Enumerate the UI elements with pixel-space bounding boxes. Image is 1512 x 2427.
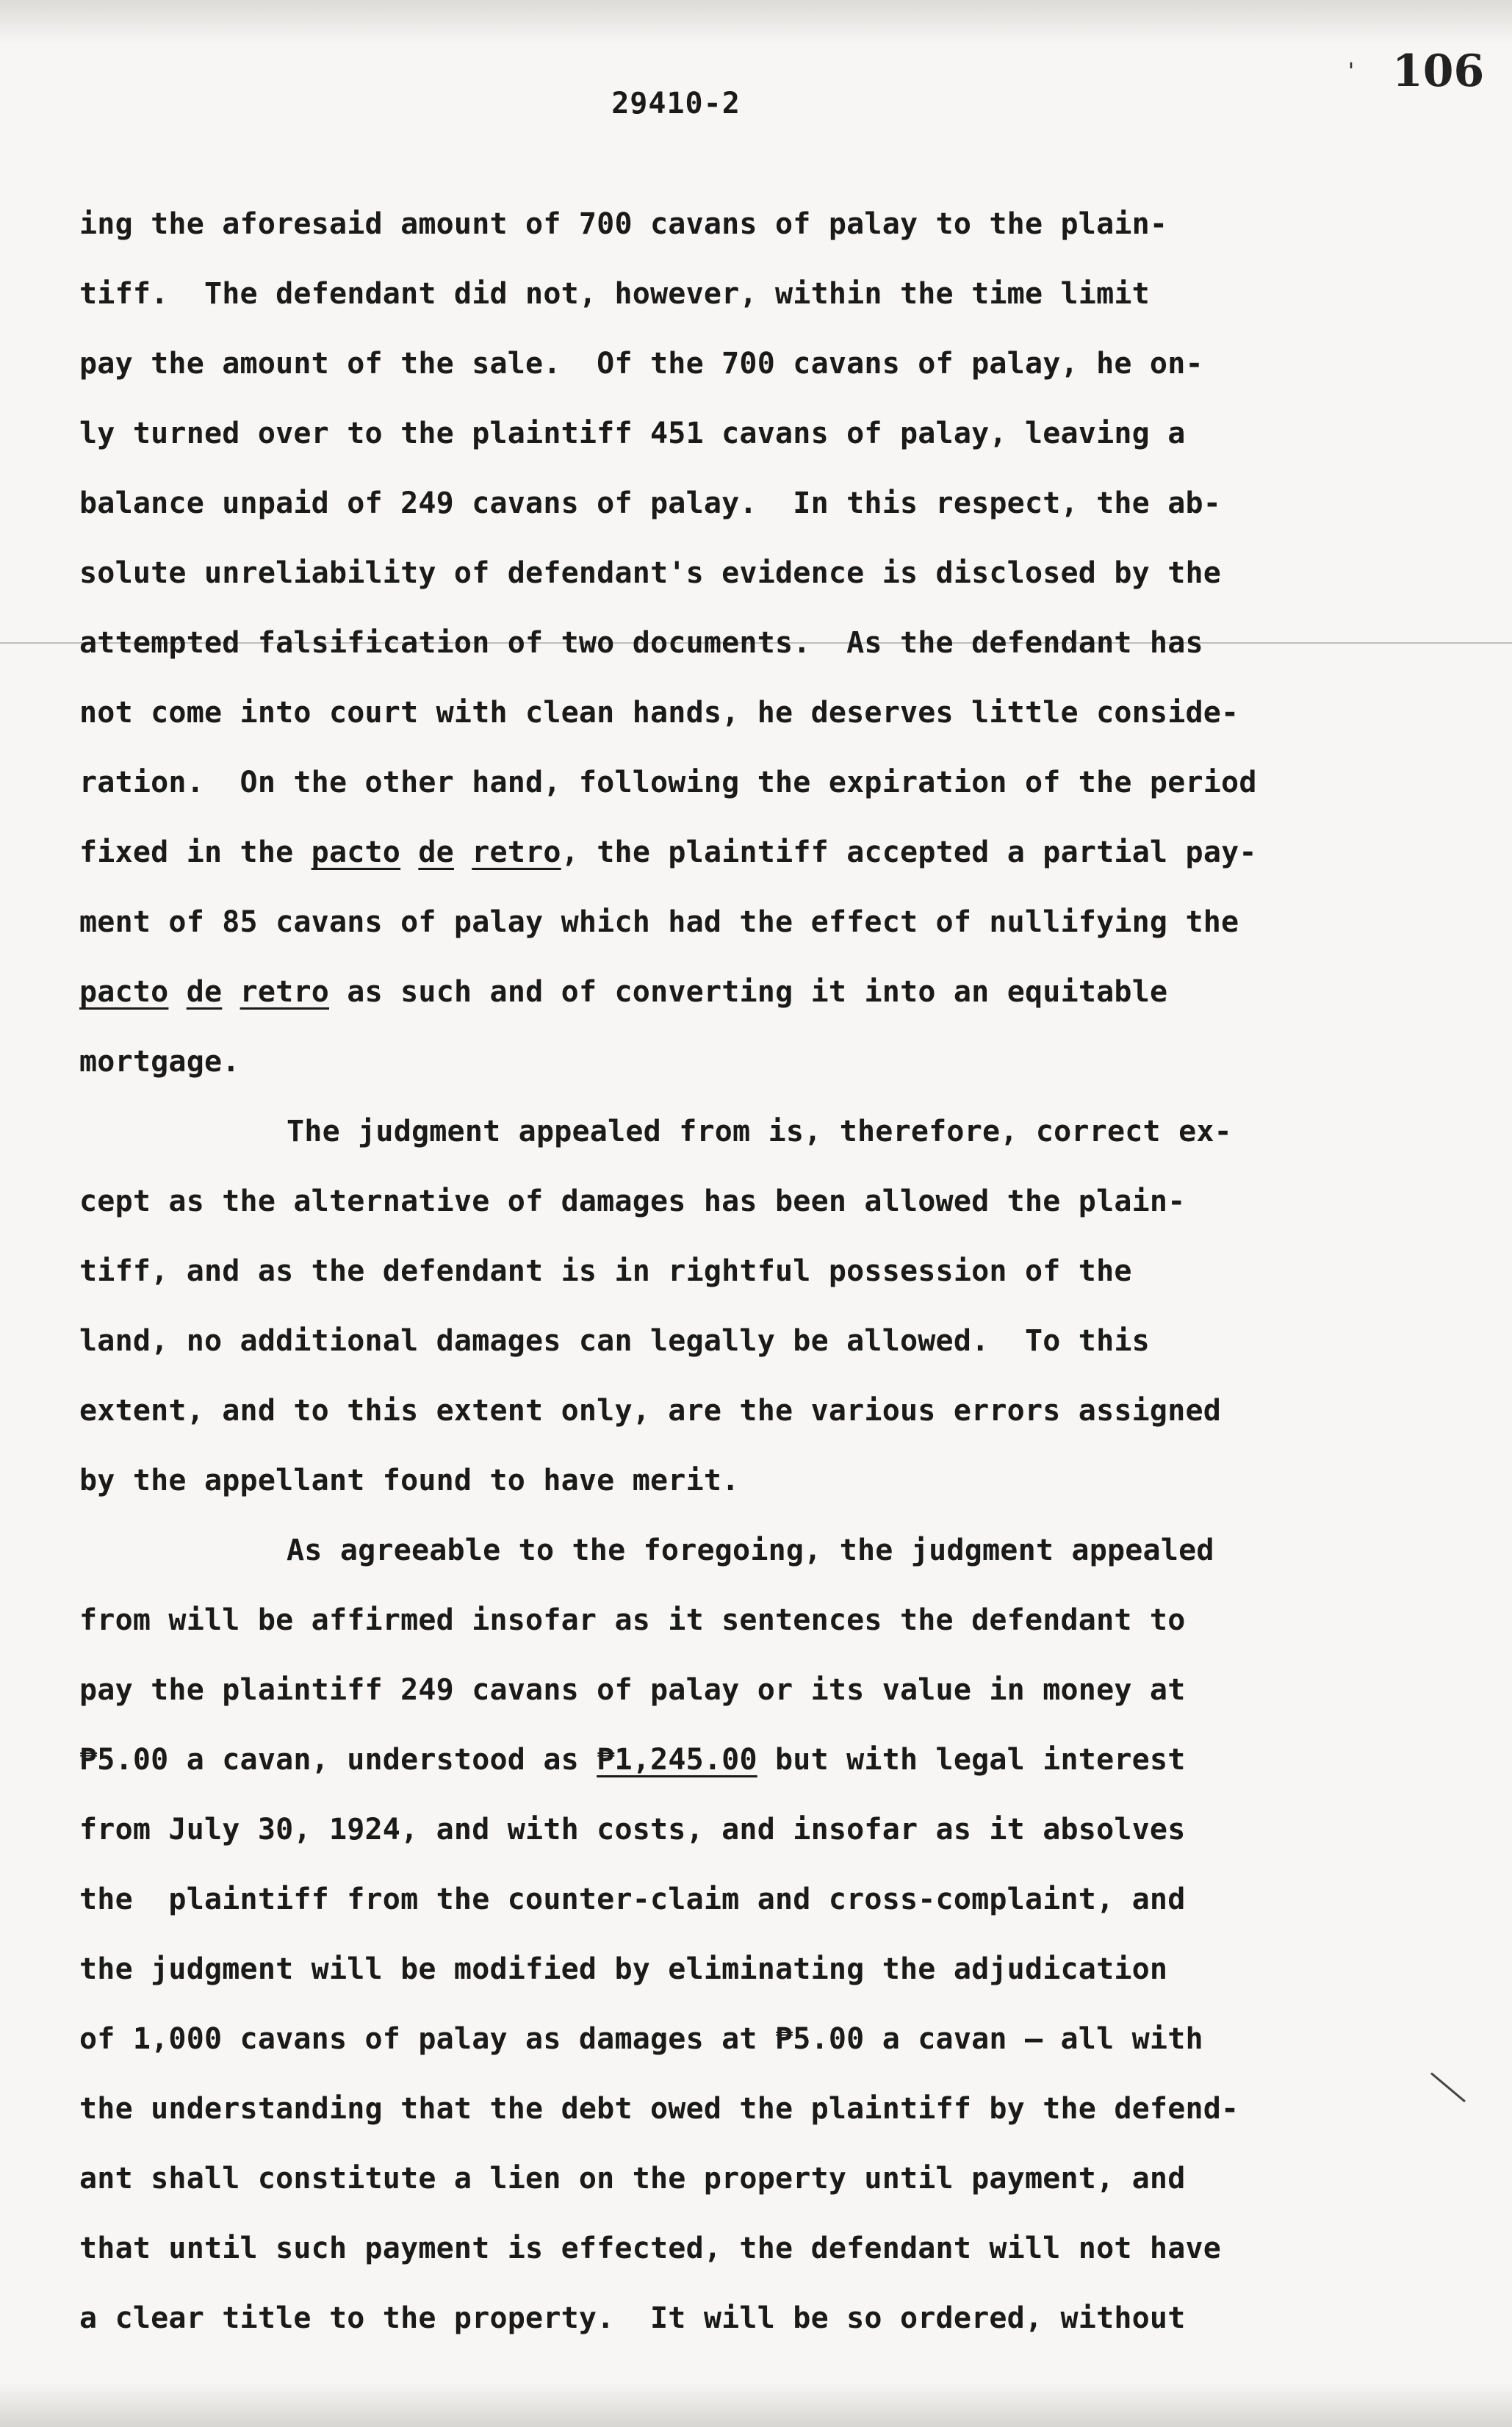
text-line <box>79 818 1461 888</box>
text-run <box>400 835 418 869</box>
underlined-term: retro <box>472 835 561 869</box>
text-run: but with legal interest <box>757 1743 1186 1777</box>
underlined-amount: ₱1,245.00 <box>597 1743 757 1777</box>
text-line: cept as the alternative of damages has been allowed the plain- <box>79 1184 1186 1218</box>
text-line <box>79 957 1461 1027</box>
text-line: ration. On the other hand, following the expiration of the period <box>79 766 1257 799</box>
text-line: a clear title to the property. It will be so ordered, without <box>79 2301 1186 2335</box>
text-run <box>222 975 240 1009</box>
underlined-term: pacto <box>311 835 401 869</box>
page-number: 106 <box>1392 46 1485 97</box>
underlined-term: de <box>186 975 223 1009</box>
text-line: from July 30, 1924, and with costs, and insofar as it absolves <box>79 1813 1186 1847</box>
underlined-term: pacto <box>79 975 169 1009</box>
text-run: fixed in the <box>79 835 312 869</box>
case-number: 29410-2 <box>611 87 741 121</box>
text-line: land, no additional damages can legally be allowed. To this <box>79 1324 1150 1358</box>
text-line: extent, and to this extent only, are the various errors assigned <box>79 1394 1222 1428</box>
text-line: ing the aforesaid amount of 700 cavans of palay to the plain- <box>79 207 1168 241</box>
text-line: by the appellant found to have merit. <box>79 1464 740 1497</box>
text-run: ₱5.00 a cavan, understood as <box>79 1743 597 1777</box>
text-run <box>454 835 472 869</box>
paragraph-start-line: As agreeable to the foregoing, the judgment appealed <box>287 1533 1214 1567</box>
text-line: ant shall constitute a lien on the property until payment, and <box>79 2162 1186 2196</box>
text-run: as such and of converting it into an equitable <box>329 975 1168 1009</box>
text-line: pay the amount of the sale. Of the 700 cavans of palay, he on- <box>79 347 1203 381</box>
body-text <box>79 190 1461 2354</box>
text-line: tiff. The defendant did not, however, within the time limit <box>79 277 1150 311</box>
text-line: the plaintiff from the counter-claim and cross-complaint, and <box>79 1883 1186 1916</box>
text-run <box>168 975 186 1009</box>
text-line: pay the plaintiff 249 cavans of palay or its value in money at <box>79 1673 1186 1707</box>
underlined-term: retro <box>240 975 330 1009</box>
underlined-term: de <box>418 835 454 869</box>
text-line: of 1,000 cavans of palay as damages at ₱5.00 a cavan — all with <box>79 2022 1203 2056</box>
text-line: ly turned over to the plaintiff 451 cavans of palay, leaving a <box>79 417 1186 450</box>
text-line: mortgage. <box>79 1045 240 1079</box>
text-line: tiff, and as the defendant is in rightful possession of the <box>79 1254 1132 1288</box>
margin-mark: ' <box>1344 59 1358 85</box>
text-line: the understanding that the debt owed the plaintiff by the defend- <box>79 2092 1239 2126</box>
text-line: that until such payment is effected, the defendant will not have <box>79 2232 1222 2265</box>
text-line: attempted falsification of two documents. As the defendant has <box>79 626 1203 660</box>
paragraph-start-line: The judgment appealed from is, therefore, correct ex- <box>287 1115 1232 1148</box>
scan-top-edge <box>0 0 1512 44</box>
text-line <box>79 1725 1461 1795</box>
text-line: the judgment will be modified by eliminating the adjudication <box>79 1952 1168 1986</box>
text-line: solute unreliability of defendant's evidence is disclosed by the <box>79 556 1222 590</box>
scan-bottom-edge <box>0 2383 1512 2427</box>
text-run: , the plaintiff accepted a partial pay- <box>561 835 1257 869</box>
text-line: from will be affirmed insofar as it sentences the defendant to <box>79 1603 1186 1637</box>
text-line: ment of 85 cavans of palay which had the effect of nullifying the <box>79 905 1239 939</box>
text-line: not come into court with clean hands, he deserves little conside- <box>79 696 1239 730</box>
text-line: balance unpaid of 249 cavans of palay. In this respect, the ab- <box>79 486 1222 520</box>
